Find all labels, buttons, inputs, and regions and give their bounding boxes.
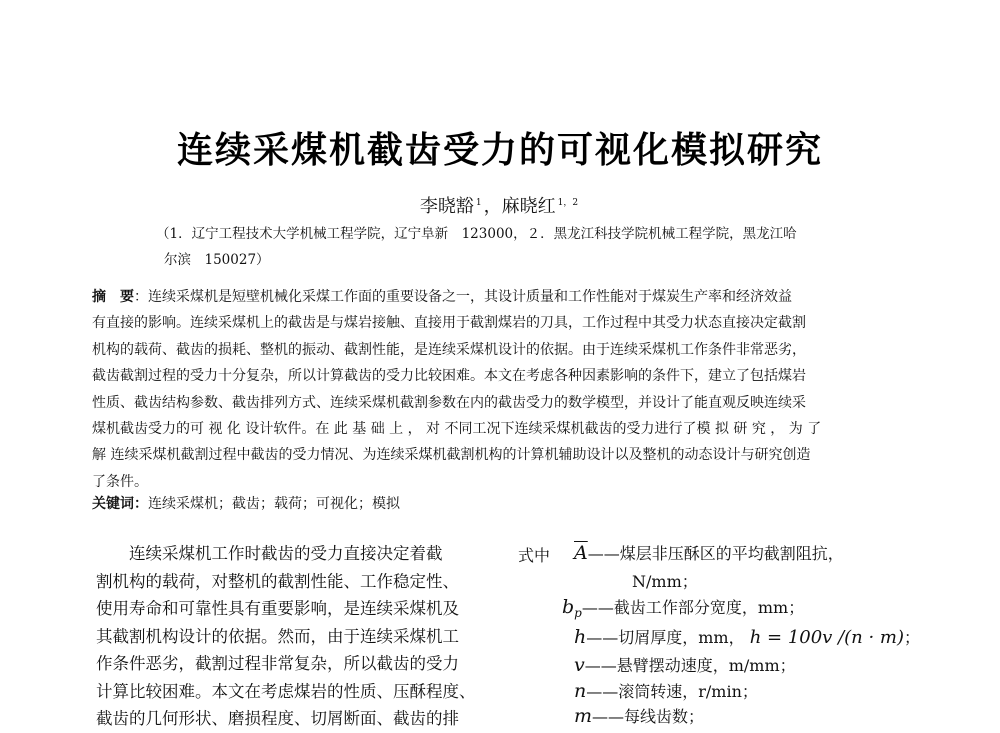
formula: h = 100v /(n · m): [749, 627, 905, 648]
abstract-line: 煤机截齿受力的可 视 化 设计软件。在 此 基 础 上 ， 对 不同工况下连续采煤机截齿的受力进行了模 拟 研 究 ， 为 了: [92, 421, 822, 438]
abstract-line: 机构的载荷、截齿的损耗、整机的振动、截割性能，是连续采煤机设计的依据。由于连续采煤机工作条件非常恶劣，: [92, 341, 806, 358]
definition-item: [574, 703, 704, 730]
symbol-subscript: p: [574, 606, 582, 621]
symbol: v: [574, 654, 585, 676]
author-line: [0, 192, 1000, 218]
definition-text: ——悬臂摆动速度，m/mm；: [584, 656, 796, 675]
definition-item: [574, 678, 758, 705]
symbol: m: [574, 705, 593, 727]
definition-item: [562, 594, 804, 627]
definition-item: h——切屑厚度，mm， h = 100v /(n · m)；: [574, 626, 921, 648]
abstract-line: 性质、截齿结构参数、截齿排列方式、连续采煤机截割参数在内的截齿受力的数学模型，并设计了能直观反映连续采: [92, 394, 806, 411]
keywords-text: 连续采煤机；截齿；载荷；可视化；模拟: [148, 496, 400, 512]
abstract-line: 有直接的影响。连续采煤机上的截齿是与煤岩接触、直接用于截割煤岩的刀具，工作过程中其受力状态直接决定截割: [92, 315, 806, 332]
keywords: [92, 491, 864, 517]
symbol: b: [562, 596, 575, 618]
definition-text: ——滚筒转速，r/min；: [586, 682, 758, 701]
body-line: 使用寿命和可靠性具有重要影响，是连续采煤机及: [96, 599, 459, 618]
author-affiliation-mark: 1: [475, 198, 482, 208]
symbol: n: [574, 680, 587, 702]
symbol: $\overline{A}$: [574, 542, 588, 564]
keywords-label: 关键词：: [92, 496, 148, 512]
author-name: 李晓豁: [419, 196, 474, 217]
body-line: 作条件恶劣，截割过程非常复杂，所以截齿的受力: [96, 654, 459, 673]
body-line: 计算比较困难。本文在考虑煤岩的性质、压酥程度、: [96, 681, 476, 701]
definition-item: [574, 652, 796, 679]
author-name: 麻晓红: [501, 196, 556, 217]
body-left-column: [96, 540, 488, 733]
affiliations: [156, 221, 856, 273]
body-line: 截齿的几何形状、磨损程度、切屑断面、截齿的排: [96, 709, 459, 728]
definition-item: [574, 540, 844, 567]
body-line: 割机构的载荷，对整机的截割性能、工作稳定性、: [96, 571, 459, 591]
author-affiliation-mark: 1，2: [557, 198, 579, 208]
definition-unit: N/mm；: [632, 572, 698, 591]
abstract-line: 解 连续采煤机截割过程中截齿的受力情况、为连续采煤机截割机构的计算机辅助设计以及整机的动态设计与研究创造: [92, 447, 811, 464]
definition-text: ——煤层非压酥区的平均截割阻抗，: [587, 544, 844, 563]
affiliation-line: （1．辽宁工程技术大学机械工程学院，辽宁阜新 123000，２．黑龙江科技学院机械工程学院，黑龙江哈: [156, 226, 797, 242]
definition-text: ——每线齿数；: [592, 707, 705, 726]
author-separator: ，: [483, 196, 502, 217]
body-line: 连续采煤机工作时截齿的受力直接决定着截: [96, 544, 443, 563]
abstract-label: 摘 要: [92, 289, 134, 305]
abstract-line: 摘 要：连续采煤机是短壁机械化采煤工作面的重要设备之一，其设计质量和工作性能对于煤炭生产率和经济效益: [92, 289, 792, 305]
body-line: 其截割机构设计的依据。然而，由于连续采煤机工: [96, 626, 459, 646]
abstract-line: 了条件。: [92, 473, 148, 490]
abstract-line: 截齿截割过程的受力十分复杂，所以计算截齿的受力比较困难。本文在考虑各种因素影响的条件下，建立了包括煤岩: [92, 368, 806, 385]
definition-text: ——切屑厚度，mm，: [586, 628, 745, 647]
definitions-intro: 式中: [518, 546, 551, 565]
paper-title: 连续采煤机截齿受力的可视化模拟研究: [176, 130, 823, 171]
definition-text: ——截齿工作部分宽度，mm；: [581, 598, 805, 617]
symbol: h: [574, 626, 587, 648]
affiliation-line: 尔滨 150027）: [164, 252, 270, 268]
abstract: [92, 284, 864, 495]
